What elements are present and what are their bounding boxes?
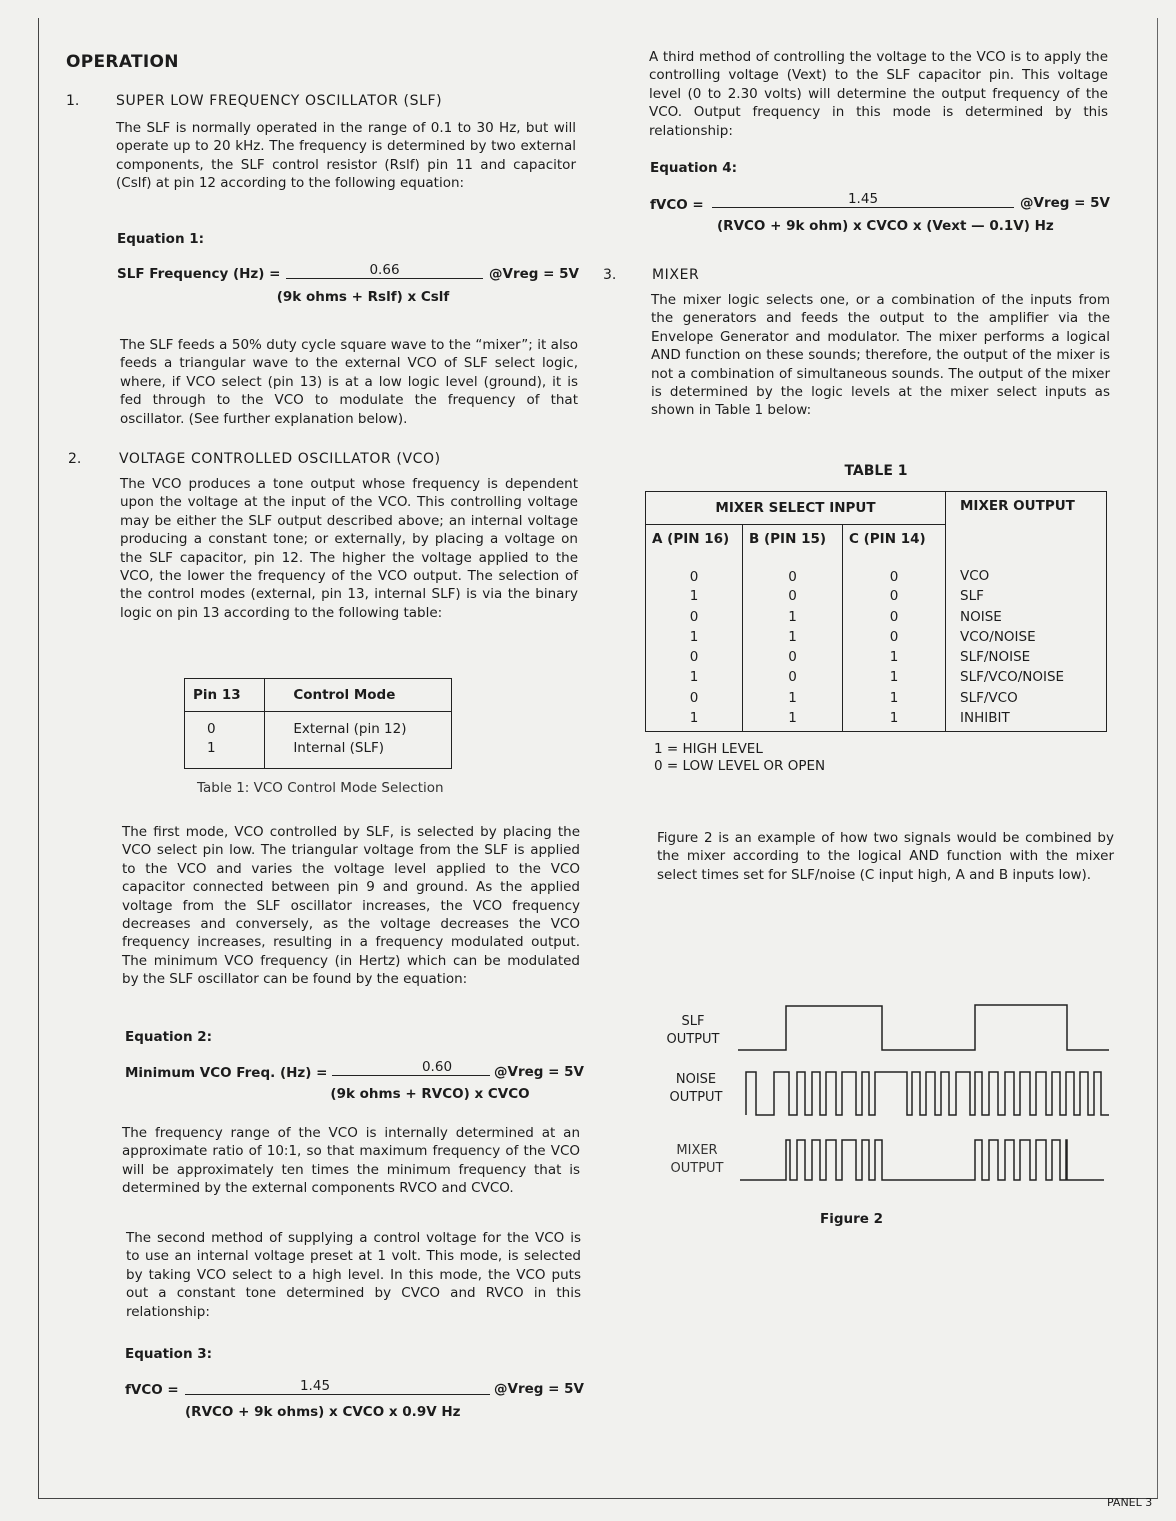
- section-1-number: 1.: [66, 93, 80, 109]
- vco-paragraph-4: The second method of supplying a control voltage for the VCO is to use an internal voltage preset at 1 volt. This mode, is selected by taking VCO select to a high level. In this mode, the VCO puts out a constant tone determined by CVCO and RVCO in this relationship:: [126, 1230, 581, 1320]
- table-cell: VCO: [946, 553, 1107, 586]
- table-cell: 1: [689, 669, 699, 686]
- table-cell: 1: [843, 688, 946, 708]
- table-cell: 0: [843, 586, 946, 606]
- equation-1-denominator: (9k ohms + Rslf) x Cslf: [276, 289, 450, 305]
- equation-2-left: Minimum VCO Freq. (Hz) =: [125, 1065, 328, 1081]
- panel-number: PANEL 3: [1107, 1496, 1153, 1509]
- equation-1-numerator: 0.66: [369, 262, 400, 278]
- table-cell: 1: [743, 688, 843, 708]
- table-cell: 1: [743, 708, 843, 732]
- equation-1-right: @Vreg = 5V: [489, 266, 579, 282]
- table-cell: 1: [689, 628, 699, 645]
- table-cell: Internal (SLF): [265, 739, 452, 769]
- vco-paragraph-5: A third method of controlling the voltage to the VCO is to apply the controlling voltage (Vext) to the SLF capacitor pin. This voltage level (0 to 2.30 volts) will determine the output frequency of the VCO. Output frequency in this mode is determined by this relationship:: [649, 49, 1108, 139]
- table-header: Pin 13: [185, 679, 265, 712]
- table-cell: 0: [689, 649, 699, 666]
- table-cell: VCO/NOISE: [946, 627, 1107, 647]
- equation-2-numerator: 0.60: [421, 1059, 453, 1075]
- slf-paragraph-1: The SLF is normally operated in the range of 0.1 to 30 Hz, but will operate up to 20 kHz. The frequency is determined by two external components, the SLF control resistor (Rslf) pin 11 and capacitor (Cslf) at pin 12 according to the following equation:: [116, 120, 576, 192]
- vco-paragraph-3: The frequency range of the VCO is internally determined at an approximate ratio of 10:1, so that maximum frequency of the VCO will be approximately ten times the minimum frequency that is determined by the external components RVCO and CVCO.: [122, 1125, 580, 1197]
- equation-3-left: fVCO =: [125, 1382, 179, 1398]
- table-cell: NOISE: [946, 607, 1107, 627]
- legend-high: 1 = HIGH LEVEL: [654, 741, 763, 757]
- table-cell: 0: [843, 553, 946, 586]
- equation-3-denominator: (RVCO + 9k ohms) x CVCO x 0.9V Hz: [185, 1404, 461, 1420]
- table-cell: SLF/VCO/NOISE: [946, 667, 1107, 687]
- table-cell: 0: [743, 647, 843, 667]
- equation-1-left: SLF Frequency (Hz) =: [117, 266, 281, 282]
- table-cell: 0: [843, 607, 946, 627]
- table-header: A (PIN 16): [652, 531, 730, 547]
- label-line: MIXER: [676, 1143, 718, 1158]
- table-cell: 1: [743, 627, 843, 647]
- noise-waveform: [746, 1072, 1109, 1115]
- section-2-title: VOLTAGE CONTROLLED OSCILLATOR (VCO): [119, 451, 441, 467]
- table-header: MIXER OUTPUT: [946, 492, 1107, 554]
- figure-2-caption: Figure 2: [820, 1211, 884, 1227]
- table-cell: 0: [743, 586, 843, 606]
- equation-2-right: @Vreg = 5V: [494, 1064, 584, 1080]
- section-3-title: MIXER: [652, 267, 700, 283]
- equation-2-denominator: (9k ohms + RVCO) x CVCO: [330, 1086, 530, 1102]
- table-cell: 0: [843, 627, 946, 647]
- section-3-number: 3.: [603, 267, 617, 283]
- table-cell: SLF: [946, 586, 1107, 606]
- table-header: MIXER SELECT INPUT: [646, 492, 946, 525]
- equation-4-left: fVCO =: [650, 197, 704, 213]
- label-line: OUTPUT: [666, 1032, 720, 1047]
- table-cell: 1: [689, 709, 699, 726]
- slf-paragraph-2: The SLF feeds a 50% duty cycle square wave to the “mixer”; it also feeds a triangular wave to the external VCO of SLF select logic, where, if VCO select (pin 13) is at a low logic level (ground), it is fed through to the VCO to modulate the frequency of that oscillator. (See further explanation below).: [120, 337, 578, 427]
- table-caption: Table 1: VCO Control Mode Selection: [197, 780, 444, 796]
- table-cell: External (pin 12): [265, 712, 452, 740]
- table-cell: 1: [843, 708, 946, 732]
- table-cell: SLF/VCO: [946, 688, 1107, 708]
- table-header: B (PIN 15): [743, 525, 843, 554]
- equation-2-label: Equation 2:: [125, 1029, 213, 1045]
- page-heading: OPERATION: [66, 52, 179, 72]
- table-cell: 1: [843, 667, 946, 687]
- mixer-waveform: [740, 1140, 1104, 1180]
- vco-paragraph-1: The VCO produces a tone output whose frequency is dependent upon the voltage at the input of the VCO. This controlling voltage may be either the SLF output described above; an internal voltage producing a constant tone; or externally, by placing a voltage on the SLF capacitor, pin 12. The higher the voltage applied to the VCO, the lower the frequency of the VCO output. The selection of the control modes (external, pin 13, internal SLF) is via the binary logic on pin 13 according to the following table:: [120, 476, 578, 621]
- label-line: NOISE: [675, 1072, 717, 1087]
- mixer-paragraph-2: Figure 2 is an example of how two signals would be combined by the mixer according to the logical AND function with the mixer select times set for SLF/noise (C input high, A and B inputs low).: [657, 830, 1114, 883]
- equation-1-label: Equation 1:: [117, 231, 205, 247]
- label-line: OUTPUT: [670, 1161, 724, 1176]
- mixer-paragraph-1: The mixer logic selects one, or a combination of the inputs from the generators and feeds the output to the amplifier via the Envelope Generator and modulator. The mixer performs a logical AND function on these sounds; therefore, the output of the mixer is not a combination of simultaneous sounds. The output of the mixer is determined by the logic levels at the mixer select inputs as shown in Table 1 below:: [651, 292, 1110, 419]
- vco-paragraph-2: The first mode, VCO controlled by SLF, is selected by placing the VCO select pin low. The triangular voltage from the SLF is applied to the VCO and varies the voltage level applied to the VCO capacitor connected between pin 9 and ground. As the applied voltage from the SLF oscillator increases, the VCO frequency decreases and conversely, as the voltage decreases the VCO frequency increases, resulting in a frequency modulated output. The minimum VCO frequency (in Hertz) which can be modulated by the SLF oscillator can be found by the equation:: [122, 824, 580, 988]
- legend-low: 0 = LOW LEVEL OR OPEN: [654, 758, 826, 774]
- table-cell: 0: [743, 667, 843, 687]
- equation-4-denominator: (RVCO + 9k ohm) x CVCO x (Vext — 0.1V) Hz: [717, 218, 1054, 234]
- section-2-number: 2.: [68, 451, 82, 467]
- equation-3-label: Equation 3:: [125, 1346, 213, 1362]
- equation-3-right: @Vreg = 5V: [494, 1381, 584, 1397]
- equation-3-numerator: 1.45: [299, 1378, 331, 1394]
- table-cell: INHIBIT: [946, 708, 1107, 732]
- table-cell: 0: [689, 568, 699, 585]
- table-header: C (PIN 14): [843, 525, 946, 554]
- table-cell: 0: [689, 689, 699, 706]
- equation-4-numerator: 1.45: [847, 191, 879, 207]
- equation-4-right: @Vreg = 5V: [1020, 195, 1110, 211]
- table-cell: 0: [689, 608, 699, 625]
- label-line: SLF: [681, 1014, 705, 1029]
- table-cell: 1: [689, 588, 699, 605]
- table-cell: 1: [207, 740, 216, 756]
- slf-waveform: [738, 1005, 1109, 1050]
- mixer-table-title: TABLE 1: [844, 463, 908, 479]
- table-cell: 1: [843, 647, 946, 667]
- label-line: OUTPUT: [669, 1090, 723, 1105]
- section-1-title: SUPER LOW FREQUENCY OSCILLATOR (SLF): [116, 93, 443, 109]
- table-cell: SLF/NOISE: [946, 647, 1107, 667]
- table-cell: 1: [743, 607, 843, 627]
- table-cell: 0: [207, 721, 216, 737]
- table-cell: 0: [743, 553, 843, 586]
- table-header: Control Mode: [265, 679, 452, 712]
- equation-4-label: Equation 4:: [650, 160, 738, 176]
